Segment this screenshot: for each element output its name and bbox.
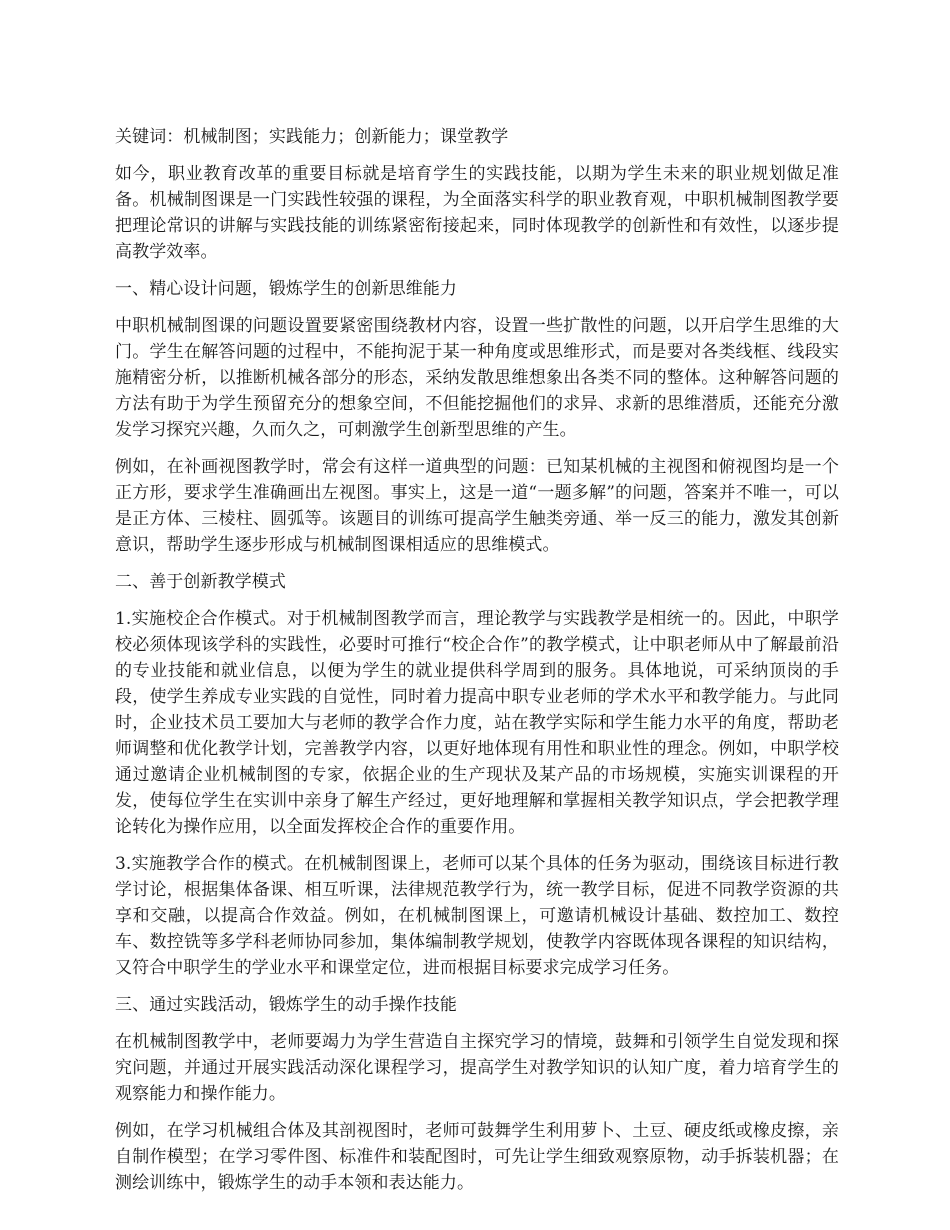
body-paragraph: 例如，在补画视图教学时，常会有这样一道典型的问题：已知某机械的主视图和俯视图均是一个正方形，要求学生准确画出左视图。事实上，这是一道“一题多解”的问题，答案并不唯一，可以是正方体、三棱柱、圆弧等。该题目的训练可提高学生触类旁通、举一反三的能力，激发其创新意识，帮助学生逐步形成与机械制图课相适应的思维模式。 bbox=[115, 457, 839, 555]
keywords-line: 关键词：机械制图；实践能力；创新能力；课堂教学 bbox=[115, 127, 509, 147]
body-paragraph: 在机械制图教学中，老师要竭力为学生营造自主探究学习的情境，鼓舞和引领学生自觉发现和探究问题，并通过开展实践活动深化课程学习，提高学生对教学知识的认知广度，着力培育学生的观察能力和操作能力。 bbox=[115, 1032, 839, 1104]
body-paragraph: 例如，在学习机械组合体及其剖视图时，老师可鼓舞学生利用萝卜、土豆、硬皮纸或橡皮擦，亲自制作模型；在学习零件图、标准件和装配图时，可先让学生细致观察原物，动手拆装机器；在测绘训练中，锻炼学生的动手本领和表达能力。 bbox=[115, 1121, 839, 1193]
section-heading-3: 三、通过实践活动，锻炼学生的动手操作技能 bbox=[115, 995, 457, 1015]
section-heading-1: 一、精心设计问题，锻炼学生的创新思维能力 bbox=[115, 279, 457, 299]
body-paragraph: 中职机械制图课的问题设置要紧密围绕教材内容，设置一些扩散性的问题，以开启学生思维的大门。学生在解答问题的过程中，不能拘泥于某一种角度或思维形式，而是要对各类线框、线段实施精密分析，以推断机械各部分的形态，采纳发散思维想象出各类不同的整体。这种解答问题的方法有助于为学生预留充分的想象空间，不但能挖掘他们的求异、求新的思维潜质，还能充分激发学习探究兴趣，久而久之，可刺激学生创新型思维的产生。 bbox=[115, 316, 839, 440]
section-heading-2: 二、善于创新教学模式 bbox=[115, 572, 286, 592]
body-paragraph: 1.实施校企合作模式。对于机械制图教学而言，理论教学与实践教学是相统一的。因此，中职学校必须体现该学科的实践性，必要时可推行“校企合作”的教学模式，让中职老师从中了解最前沿的专业技能和就业信息，以便为学生的就业提供科学周到的服务。具体地说，可采纳顶岗的手段，使学生养成专业实践的自觉性，同时着力提高中职专业老师的学术水平和教学能力。与此同时，企业技术员工要加大与老师的教学合作力度，站在教学实际和学生能力水平的角度，帮助老师调整和优化教学计划，完善教学内容，以更好地体现有用性和职业性的理念。例如，中职学校通过邀请企业机械制图的专家，依据企业的生产现状及某产品的市场规模，实施实训课程的开发，使每位学生在实训中亲身了解生产经过，更好地理解和掌握相关教学知识点，学会把教学理论转化为操作应用，以全面发挥校企合作的重要作用。 bbox=[115, 609, 839, 837]
document-body bbox=[115, 124, 839, 1207]
intro-paragraph: 如今，职业教育改革的重要目标就是培育学生的实践技能，以期为学生未来的职业规划做足准备。机械制图课是一门实践性较强的课程，为全面落实科学的职业教育观，中职机械制图教学要把理论常识的讲解与实践技能的训练紧密衔接起来，同时体现教学的创新性和有效性，以逐步提高教学效率。 bbox=[115, 164, 839, 262]
body-paragraph: 3.实施教学合作的模式。在机械制图课上，老师可以某个具体的任务为驱动，围绕该目标进行教学讨论，根据集体备课、相互听课，法律规范教学行为，统一教学目标，促进不同教学资源的共享和交融，以提高合作效益。例如，在机械制图课上，可邀请机械设计基础、数控加工、数控车、数控铣等多学科老师协同参加，集体编制教学规划，使教学内容既体现各课程的知识结构，又符合中职学生的学业水平和课堂定位，进而根据目标要求完成学习任务。 bbox=[115, 854, 839, 978]
